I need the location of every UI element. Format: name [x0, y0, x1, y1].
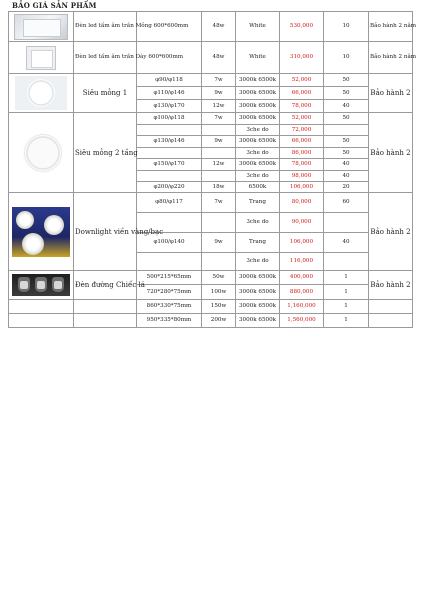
qty-cell [324, 125, 369, 136]
downlight-gold-silver-image [9, 193, 74, 271]
size-cell: 720*280*75mm [137, 285, 202, 300]
color-cell: 3000k 6500k [236, 285, 280, 300]
color-cell: 6500k [236, 182, 280, 193]
table-row [9, 42, 413, 74]
color-cell: 3che do [236, 148, 280, 159]
image-cell [9, 300, 74, 314]
size-cell: φ150/φ170 [137, 159, 202, 171]
qty-cell: 50 [324, 113, 369, 125]
warranty-cell: Bảo hành 2 [369, 193, 413, 271]
power-cell [202, 253, 236, 271]
price-cell: 1,160,000 [280, 300, 324, 314]
power-cell: 18w [202, 182, 236, 193]
price-cell: 52,000 [280, 113, 324, 125]
price-table [8, 11, 417, 328]
price-cell: 80,000 [280, 193, 324, 213]
color-cell: 3000k 6500k [236, 136, 280, 148]
qty-cell: 10 [324, 12, 369, 42]
price-cell: 66,000 [280, 87, 324, 100]
page-title: BẢO GIÁ SẢN PHẨM [12, 1, 97, 10]
power-cell: 150w [202, 300, 236, 314]
table-row [9, 271, 413, 285]
color-cell: 3che do [236, 125, 280, 136]
size-cell: 500*215*65mm [137, 271, 202, 285]
power-cell: 12w [202, 100, 236, 113]
power-cell [202, 125, 236, 136]
warranty-cell: Bảo hành 2 năm [369, 12, 413, 42]
qty-cell: 50 [324, 136, 369, 148]
size-cell: φ200/φ220 [137, 182, 202, 193]
product-name: Downlight viền vàng/bạc [74, 193, 137, 271]
price-cell: 530,000 [280, 12, 324, 42]
color-cell: 3000k 6500k [236, 159, 280, 171]
power-cell: 9w [202, 136, 236, 148]
qty-cell: 20 [324, 182, 369, 193]
warranty-cell: Bảo hành 2 năm [369, 42, 413, 74]
price-cell: 106,000 [280, 182, 324, 193]
table-row [9, 314, 413, 328]
panel-light-thin-image [9, 12, 74, 42]
price-cell: 310,000 [280, 42, 324, 74]
color-cell: White [236, 12, 280, 42]
price-cell: 116,000 [280, 253, 324, 271]
size-cell: 950*335*80mm [137, 314, 202, 328]
qty-cell: 40 [324, 233, 369, 253]
qty-cell: 50 [324, 74, 369, 87]
size-cell: 860*330*75mm [137, 300, 202, 314]
power-cell: 50w [202, 271, 236, 285]
size-cell [137, 253, 202, 271]
power-cell: 48w [202, 12, 236, 42]
price-cell: 86,000 [280, 148, 324, 159]
price-cell: 72,000 [280, 125, 324, 136]
slim-downlight-image [9, 74, 74, 113]
power-cell: 100w [202, 285, 236, 300]
product-name: Đèn led tấm âm trần Mỏng 600*600mm [74, 12, 137, 42]
power-cell: 7w [202, 74, 236, 87]
warranty-cell: Bảo hành 2 [369, 271, 413, 300]
power-cell: 200w [202, 314, 236, 328]
warranty-cell [369, 314, 413, 328]
qty-cell [324, 213, 369, 233]
power-cell: 9w [202, 233, 236, 253]
qty-cell [324, 253, 369, 271]
qty-cell: 40 [324, 100, 369, 113]
table-row [9, 74, 413, 87]
qty-cell: 50 [324, 87, 369, 100]
price-cell: 106,000 [280, 233, 324, 253]
power-cell: 9w [202, 87, 236, 100]
color-cell: White [236, 42, 280, 74]
color-cell: 3000k 6500k [236, 74, 280, 87]
color-cell: 3che do [236, 213, 280, 233]
power-cell [202, 213, 236, 233]
color-cell: 3che do [236, 171, 280, 182]
color-cell: 3000k 6500k [236, 87, 280, 100]
size-cell: φ130/φ146 [137, 136, 202, 148]
price-cell: 78,000 [280, 159, 324, 171]
panel-light-thick-image [9, 42, 74, 74]
name-cell [74, 300, 137, 314]
table-row [9, 113, 413, 125]
power-cell: 48w [202, 42, 236, 74]
size-cell: φ100/φ140 [137, 233, 202, 253]
name-cell [74, 314, 137, 328]
size-cell: φ130/φ170 [137, 100, 202, 113]
color-cell: 3000k 6500k [236, 100, 280, 113]
qty-cell: 1 [324, 314, 369, 328]
color-cell: 3000k 6500k [236, 300, 280, 314]
power-cell: 7w [202, 113, 236, 125]
price-cell: 880,000 [280, 285, 324, 300]
price-cell: 1,560,000 [280, 314, 324, 328]
price-cell: 66,000 [280, 136, 324, 148]
color-cell: 3000k 6500k [236, 314, 280, 328]
size-cell: φ80/φ117 [137, 193, 202, 213]
table-row [9, 300, 413, 314]
product-name: Siêu mỏng 1 [74, 74, 137, 113]
size-cell [137, 125, 202, 136]
qty-cell: 1 [324, 300, 369, 314]
slim-two-tier-downlight-image [9, 113, 74, 193]
color-cell: 3000k 6500k [236, 113, 280, 125]
product-name: Đèn đường Chiếc lá [74, 271, 137, 300]
size-cell: φ110/φ146 [137, 87, 202, 100]
warranty-cell: Bảo hành 2 [369, 74, 413, 113]
power-cell: 12w [202, 159, 236, 171]
price-cell: 400,000 [280, 271, 324, 285]
color-cell: 3che do [236, 253, 280, 271]
qty-cell: 10 [324, 42, 369, 74]
qty-cell: 60 [324, 193, 369, 213]
table-row [9, 193, 413, 213]
qty-cell: 1 [324, 285, 369, 300]
size-cell [137, 171, 202, 182]
image-cell [9, 314, 74, 328]
color-cell: 3000k 6500k [236, 271, 280, 285]
size-cell: φ100/φ118 [137, 113, 202, 125]
power-cell [202, 148, 236, 159]
size-cell [137, 148, 202, 159]
price-cell: 90,000 [280, 213, 324, 233]
size-cell: φ90/φ118 [137, 74, 202, 87]
price-cell: 98,000 [280, 171, 324, 182]
qty-cell: 1 [324, 271, 369, 285]
power-cell [202, 171, 236, 182]
table-row [9, 12, 413, 42]
qty-cell: 50 [324, 148, 369, 159]
price-cell: 52,000 [280, 74, 324, 87]
qty-cell: 40 [324, 171, 369, 182]
price-cell: 78,000 [280, 100, 324, 113]
street-light-image [9, 271, 74, 300]
qty-cell: 40 [324, 159, 369, 171]
warranty-cell [369, 300, 413, 314]
color-cell: Trang [236, 233, 280, 253]
warranty-cell: Bảo hành 2 [369, 113, 413, 193]
product-name: Siêu mỏng 2 tầng [74, 113, 137, 193]
power-cell: 7w [202, 193, 236, 213]
color-cell: Trang [236, 193, 280, 213]
product-name: Đèn led tấm âm trần Dày 600*600mm [74, 42, 137, 74]
